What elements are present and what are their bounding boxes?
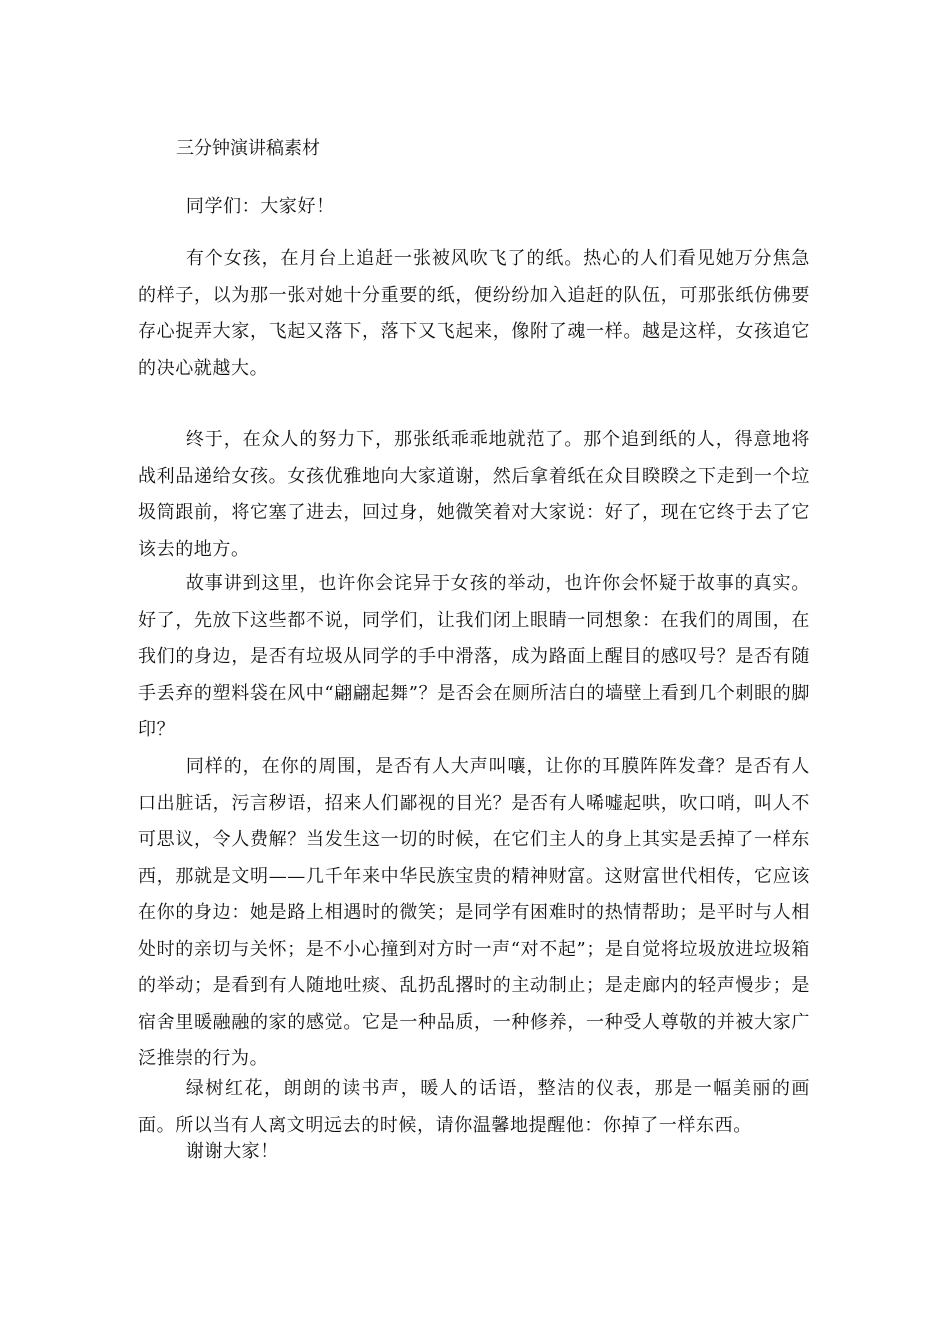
greeting-paragraph: 同学们：大家好！ [185, 196, 335, 217]
conclusion-paragraph: 绿树红花，朗朗的读书声，暖人的话语，整洁的仪表，那是一幅美丽的画面。所以当有人离文明远去的时候，请你温馨地提醒他：你掉了一样东西。 [138, 1078, 810, 1136]
story-paragraph-1: 有个女孩，在月台上追赶一张被风吹飞了的纸。热心的人们看见她万分焦急的样子，以为那一张对她十分重要的纸，便纷纷加入追赶的队伍，可那张纸仿佛要存心捉弄大家，飞起又落下，落下又飞起来，像附了魂一样。越是这样，女孩追它的决心就越大。 [138, 248, 810, 379]
closing-thanks: 谢谢大家！ [185, 1141, 279, 1162]
story-paragraph-2: 终于，在众人的努力下，那张纸乖乖地就范了。那个追到纸的人，得意地将战利品递给女孩。女孩优雅地向大家道谢，然后拿着纸在众目睽睽之下走到一个垃圾筒跟前，将它塞了进去，回过身，她微笑着对大家说：好了，现在它终于去了它该去的地方。 [138, 429, 810, 560]
document-title: 三分钟演讲稿素材 [176, 138, 320, 159]
reflection-paragraph: 故事讲到这里，也许你会诧异于女孩的举动，也许你会怀疑于故事的真实。好了，先放下这些都不说，同学们，让我们闭上眼睛一同想象：在我们的周围，在我们的身边，是否有垃圾从同学的手中滑落，成为路面上醒目的感叹号？是否有随手丢弃的塑料袋在风中“翩翩起舞”？是否会在厕所洁白的墙壁上看到几个刺眼的脚印？ [138, 573, 810, 740]
civility-paragraph: 同样的，在你的周围，是否有人大声叫嚷，让你的耳膜阵阵发聋？是否有人口出脏话，污言秽语，招来人们鄙视的目光？是否有人唏嘘起哄，吹口哨，叫人不可思议，令人费解？当发生这一切的时候，在它们主人的身上其实是丢掉了一样东西，那就是文明——几千年来中华民族宝贵的精神财富。这财富世代相传，它应该在你的身边：她是路上相遇时的微笑；是同学有困难时的热情帮助；是平时与人相处时的亲切与关怀；是不小心撞到对方时一声“对不起”；是自觉将垃圾放进垃圾箱的举动；是看到有人随地吐痰、乱扔乱撂时的主动制止；是走廊内的轻声慢步；是宿舍里暖融融的家的感觉。它是一种品质，一种修养，一种受人尊敬的并被大家广泛推崇的行为。 [138, 756, 810, 1069]
